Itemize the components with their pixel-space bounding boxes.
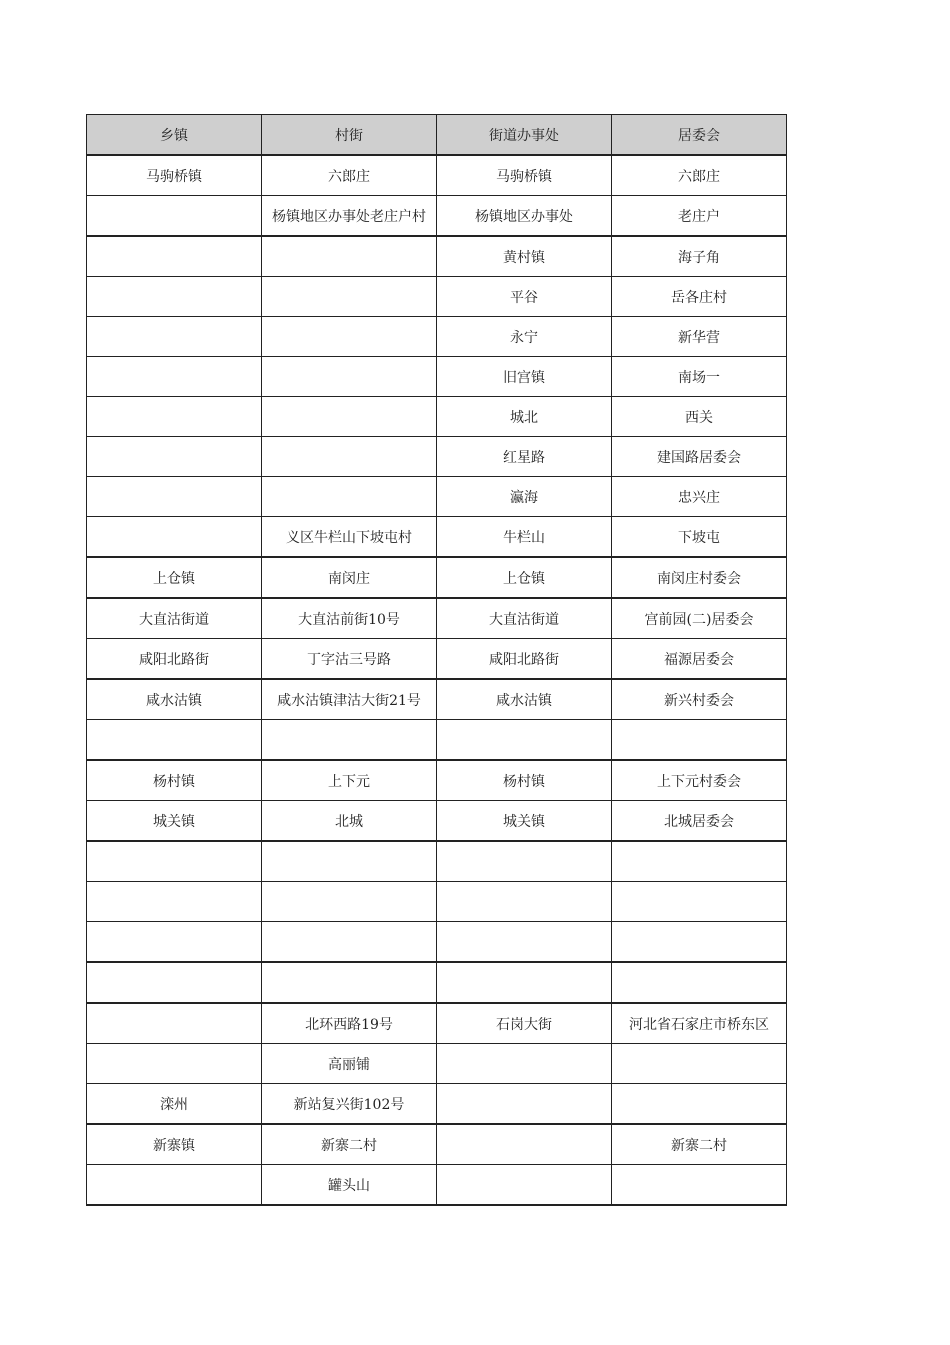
cell-residents-committee: 福源居委会 — [612, 639, 787, 680]
table-row — [87, 720, 787, 761]
cell-residents-committee: 西关 — [612, 397, 787, 437]
cell-township — [87, 317, 262, 357]
table-row — [87, 841, 787, 882]
cell-township: 马驹桥镇 — [87, 155, 262, 196]
cell-village-street: 义区牛栏山下坡屯村 — [262, 517, 437, 558]
cell-residents-committee: 海子角 — [612, 236, 787, 277]
cell-residents-committee: 北城居委会 — [612, 801, 787, 842]
cell-village-street: 杨镇地区办事处老庄户村 — [262, 196, 437, 237]
cell-subdistrict-office: 大直沽街道 — [437, 598, 612, 639]
cell-village-street — [262, 882, 437, 922]
cell-village-street: 新站复兴街102号 — [262, 1084, 437, 1125]
cell-subdistrict-office — [437, 841, 612, 882]
cell-residents-committee: 新寨二村 — [612, 1124, 787, 1165]
table-row — [87, 679, 787, 720]
cell-village-street — [262, 277, 437, 317]
cell-village-street: 罐头山 — [262, 1165, 437, 1206]
cell-village-street — [262, 236, 437, 277]
table-row — [87, 317, 787, 357]
cell-residents-committee: 上下元村委会 — [612, 760, 787, 801]
table-row — [87, 1003, 787, 1044]
cell-village-street — [262, 720, 437, 761]
table-body — [87, 155, 787, 1205]
cell-township — [87, 236, 262, 277]
cell-subdistrict-office — [437, 720, 612, 761]
cell-subdistrict-office: 城北 — [437, 397, 612, 437]
cell-village-street: 高丽铺 — [262, 1044, 437, 1084]
cell-subdistrict-office: 黄村镇 — [437, 236, 612, 277]
table-row — [87, 277, 787, 317]
cell-residents-committee: 新兴村委会 — [612, 679, 787, 720]
cell-township — [87, 882, 262, 922]
cell-residents-committee — [612, 1084, 787, 1125]
cell-township: 滦州 — [87, 1084, 262, 1125]
cell-subdistrict-office: 咸水沽镇 — [437, 679, 612, 720]
cell-residents-committee: 南闵庄村委会 — [612, 557, 787, 598]
cell-residents-committee — [612, 962, 787, 1003]
cell-residents-committee — [612, 922, 787, 963]
cell-residents-committee: 下坡屯 — [612, 517, 787, 558]
cell-residents-committee: 宫前园(二)居委会 — [612, 598, 787, 639]
cell-residents-committee — [612, 1165, 787, 1206]
cell-township — [87, 477, 262, 517]
cell-township — [87, 397, 262, 437]
cell-township — [87, 1165, 262, 1206]
cell-township — [87, 720, 262, 761]
cell-subdistrict-office: 马驹桥镇 — [437, 155, 612, 196]
cell-village-street — [262, 357, 437, 397]
cell-village-street: 丁字沽三号路 — [262, 639, 437, 680]
cell-village-street — [262, 437, 437, 477]
cell-township: 城关镇 — [87, 801, 262, 842]
cell-subdistrict-office: 上仓镇 — [437, 557, 612, 598]
cell-village-street: 北环西路19号 — [262, 1003, 437, 1044]
cell-subdistrict-office: 杨村镇 — [437, 760, 612, 801]
cell-subdistrict-office: 城关镇 — [437, 801, 612, 842]
cell-subdistrict-office: 石岗大街 — [437, 1003, 612, 1044]
cell-village-street — [262, 477, 437, 517]
header-cell-subdistrict-office: 街道办事处 — [437, 115, 612, 156]
cell-subdistrict-office — [437, 962, 612, 1003]
cell-residents-committee — [612, 841, 787, 882]
cell-residents-committee: 忠兴庄 — [612, 477, 787, 517]
cell-village-street: 南闵庄 — [262, 557, 437, 598]
cell-residents-committee: 南场一 — [612, 357, 787, 397]
table-row — [87, 882, 787, 922]
cell-township — [87, 196, 262, 237]
cell-subdistrict-office — [437, 922, 612, 963]
cell-subdistrict-office: 瀛海 — [437, 477, 612, 517]
cell-village-street — [262, 962, 437, 1003]
cell-township — [87, 1003, 262, 1044]
table-row — [87, 598, 787, 639]
cell-village-street — [262, 397, 437, 437]
cell-residents-committee — [612, 720, 787, 761]
table-row — [87, 437, 787, 477]
cell-village-street: 咸水沽镇津沽大街21号 — [262, 679, 437, 720]
cell-subdistrict-office: 杨镇地区办事处 — [437, 196, 612, 237]
table-row — [87, 1124, 787, 1165]
cell-township — [87, 962, 262, 1003]
cell-residents-committee — [612, 882, 787, 922]
cell-residents-committee: 建国路居委会 — [612, 437, 787, 477]
header-cell-township: 乡镇 — [87, 115, 262, 156]
table-row — [87, 557, 787, 598]
table-row — [87, 155, 787, 196]
cell-township: 大直沽街道 — [87, 598, 262, 639]
table-row — [87, 639, 787, 680]
cell-village-street: 大直沽前街10号 — [262, 598, 437, 639]
table-row — [87, 236, 787, 277]
cell-township: 新寨镇 — [87, 1124, 262, 1165]
cell-subdistrict-office: 红星路 — [437, 437, 612, 477]
table-row — [87, 517, 787, 558]
cell-subdistrict-office — [437, 1084, 612, 1125]
cell-township — [87, 277, 262, 317]
cell-township — [87, 357, 262, 397]
table-row — [87, 760, 787, 801]
cell-subdistrict-office: 平谷 — [437, 277, 612, 317]
cell-village-street: 六郎庄 — [262, 155, 437, 196]
cell-township: 杨村镇 — [87, 760, 262, 801]
data-table — [86, 114, 787, 1206]
cell-subdistrict-office — [437, 1165, 612, 1206]
cell-township: 咸阳北路街 — [87, 639, 262, 680]
cell-township — [87, 517, 262, 558]
cell-residents-committee: 河北省石家庄市桥东区 — [612, 1003, 787, 1044]
cell-subdistrict-office — [437, 1124, 612, 1165]
cell-residents-committee: 岳各庄村 — [612, 277, 787, 317]
table-row — [87, 962, 787, 1003]
table-row — [87, 196, 787, 237]
cell-subdistrict-office: 咸阳北路街 — [437, 639, 612, 680]
cell-village-street — [262, 922, 437, 963]
cell-residents-committee: 老庄户 — [612, 196, 787, 237]
cell-residents-committee — [612, 1044, 787, 1084]
cell-township — [87, 437, 262, 477]
table-row — [87, 1165, 787, 1206]
cell-township — [87, 841, 262, 882]
cell-township — [87, 1044, 262, 1084]
cell-village-street — [262, 841, 437, 882]
header-row — [87, 115, 787, 156]
cell-subdistrict-office: 旧宫镇 — [437, 357, 612, 397]
cell-subdistrict-office — [437, 1044, 612, 1084]
cell-township: 咸水沽镇 — [87, 679, 262, 720]
cell-township: 上仓镇 — [87, 557, 262, 598]
cell-subdistrict-office: 牛栏山 — [437, 517, 612, 558]
cell-village-street: 上下元 — [262, 760, 437, 801]
table-row — [87, 922, 787, 963]
cell-township — [87, 922, 262, 963]
table-row — [87, 397, 787, 437]
cell-village-street — [262, 317, 437, 357]
table-row — [87, 357, 787, 397]
cell-subdistrict-office: 永宁 — [437, 317, 612, 357]
cell-village-street: 新寨二村 — [262, 1124, 437, 1165]
cell-residents-committee: 六郎庄 — [612, 155, 787, 196]
cell-subdistrict-office — [437, 882, 612, 922]
header-cell-residents-committee: 居委会 — [612, 115, 787, 156]
header-cell-village-street: 村街 — [262, 115, 437, 156]
cell-residents-committee: 新华营 — [612, 317, 787, 357]
cell-village-street: 北城 — [262, 801, 437, 842]
table-row — [87, 1044, 787, 1084]
table-row — [87, 801, 787, 842]
table-row — [87, 477, 787, 517]
table-row — [87, 1084, 787, 1125]
